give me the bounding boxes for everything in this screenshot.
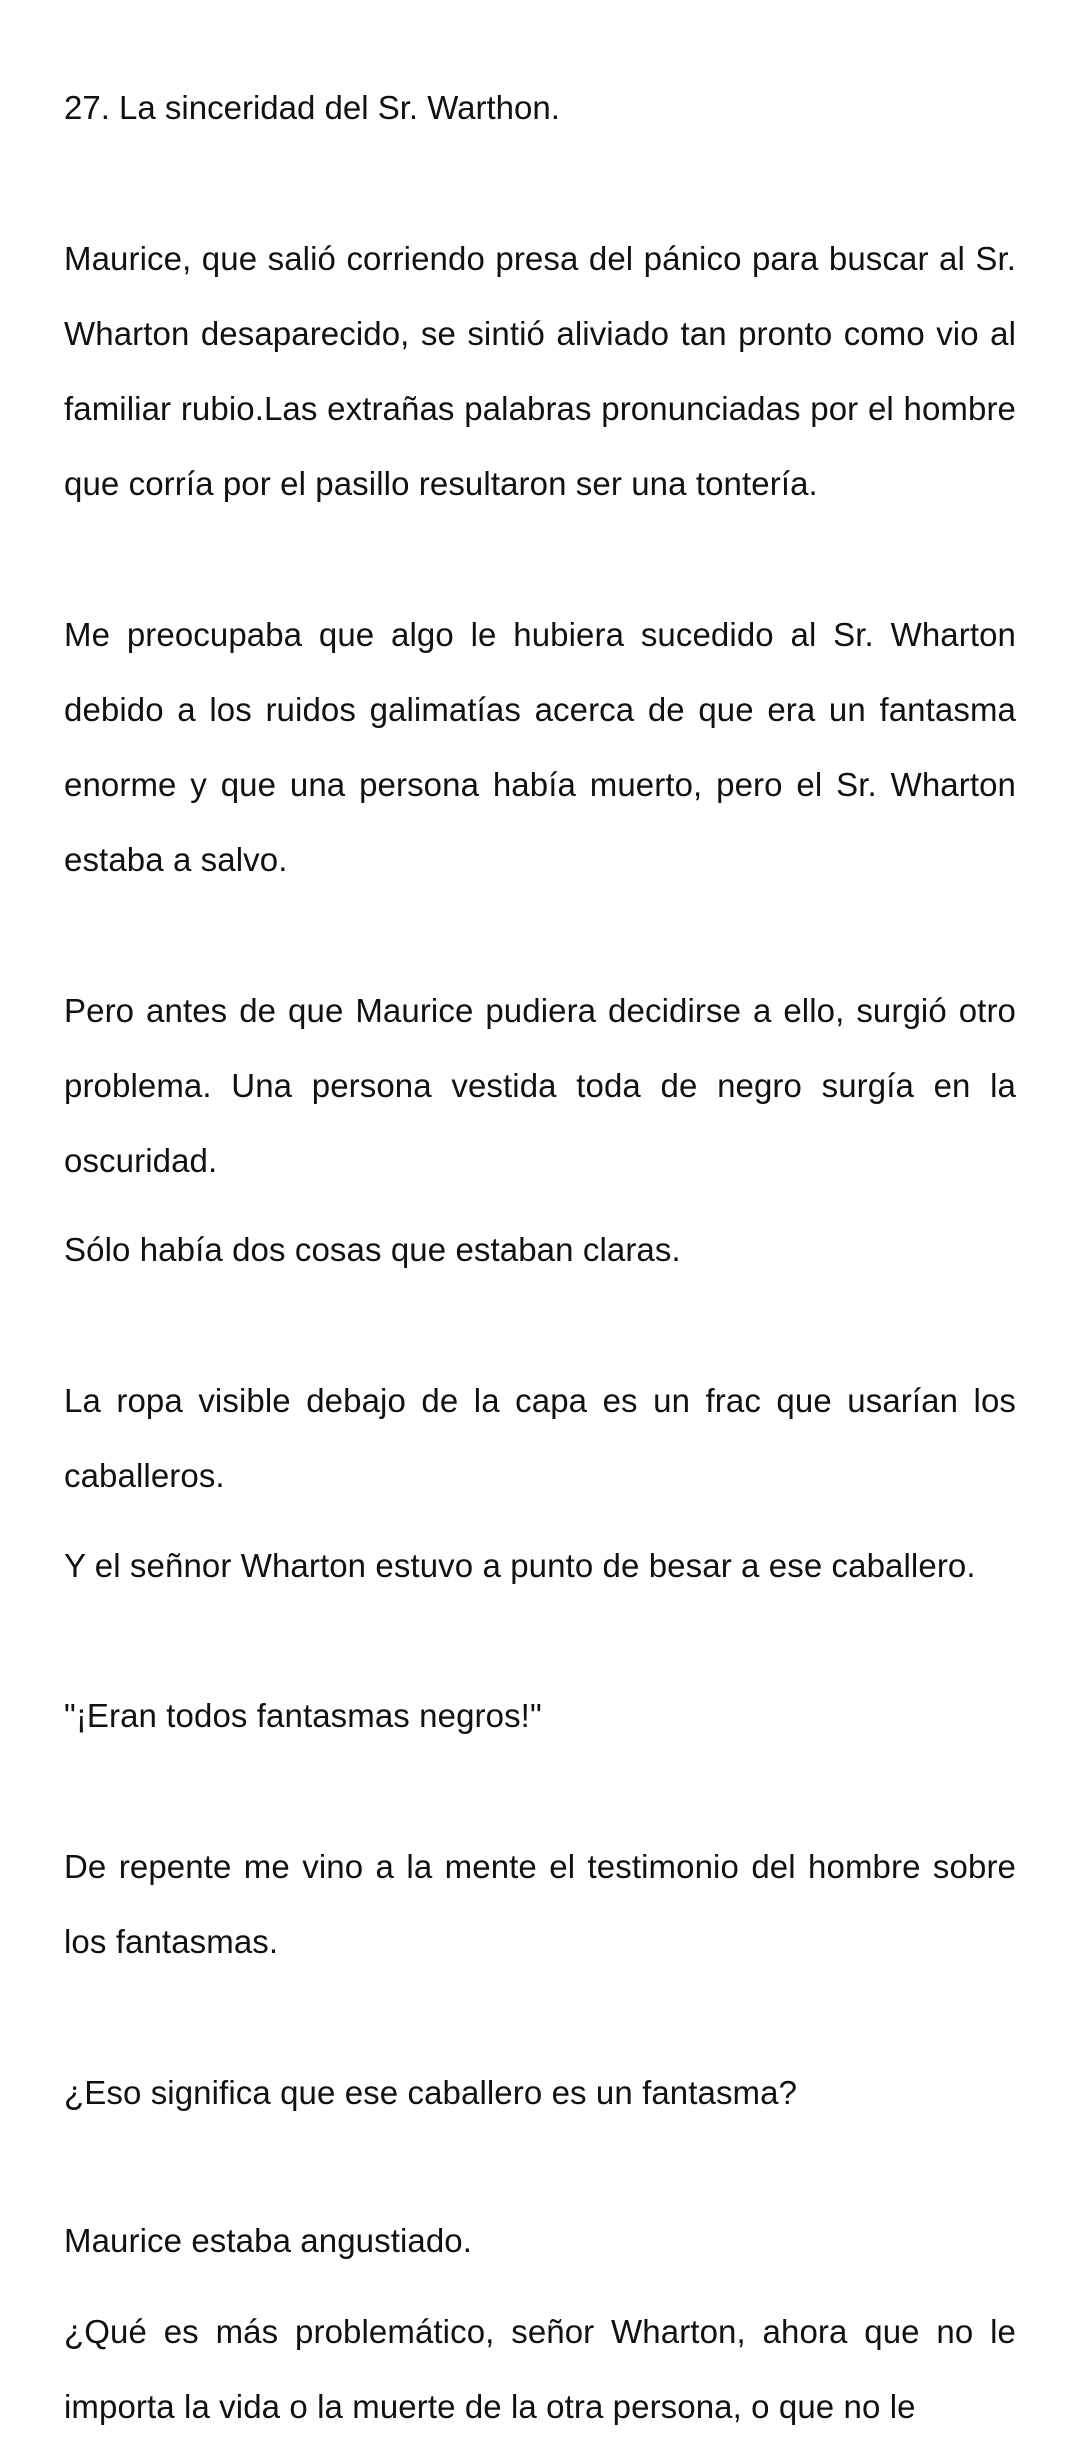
paragraph: Sólo había dos cosas que estaban claras. (64, 1231, 681, 1268)
paragraph: Maurice, que salió corriendo presa del pánico para buscar al Sr. Wharton desaparecido, se sintió aliviado tan pronto como vio al familiar rubio.Las extrañas palabras pronunciadas por el hombre que corría por el pasillo resultaron ser una tontería. (64, 240, 1016, 502)
paragraph: Y el señnor Wharton estuvo a punto de besar a ese caballero. (64, 1547, 976, 1584)
paragraph: Me preocupaba que algo le hubiera sucedido al Sr. Wharton debido a los ruidos galimatías acerca de que era un fantasma enorme y que una persona había muerto, pero el Sr. Wharton estaba a salvo. (64, 616, 1016, 878)
paragraph: La ropa visible debajo de la capa es un frac que usarían los caballeros. (64, 1382, 1016, 1494)
paragraph: "¡Eran todos fantasmas negros!" (64, 1697, 542, 1734)
paragraph: Pero antes de que Maurice pudiera decidirse a ello, surgió otro problema. Una persona vestida toda de negro surgía en la oscuridad. (64, 992, 1016, 1179)
chapter-title: 27. La sinceridad del Sr. Warthon. (64, 89, 560, 126)
paragraph: Maurice estaba angustiado. (64, 2222, 473, 2259)
paragraph: ¿Qué es más problemático, señor Wharton, ahora que no le importa la vida o la muerte de la otra persona, o que no le (64, 2313, 1016, 2425)
paragraph: ¿Eso significa que ese caballero es un fantasma? (64, 2074, 798, 2111)
paragraph: De repente me vino a la mente el testimonio del hombre sobre los fantasmas. (64, 1848, 1016, 1960)
